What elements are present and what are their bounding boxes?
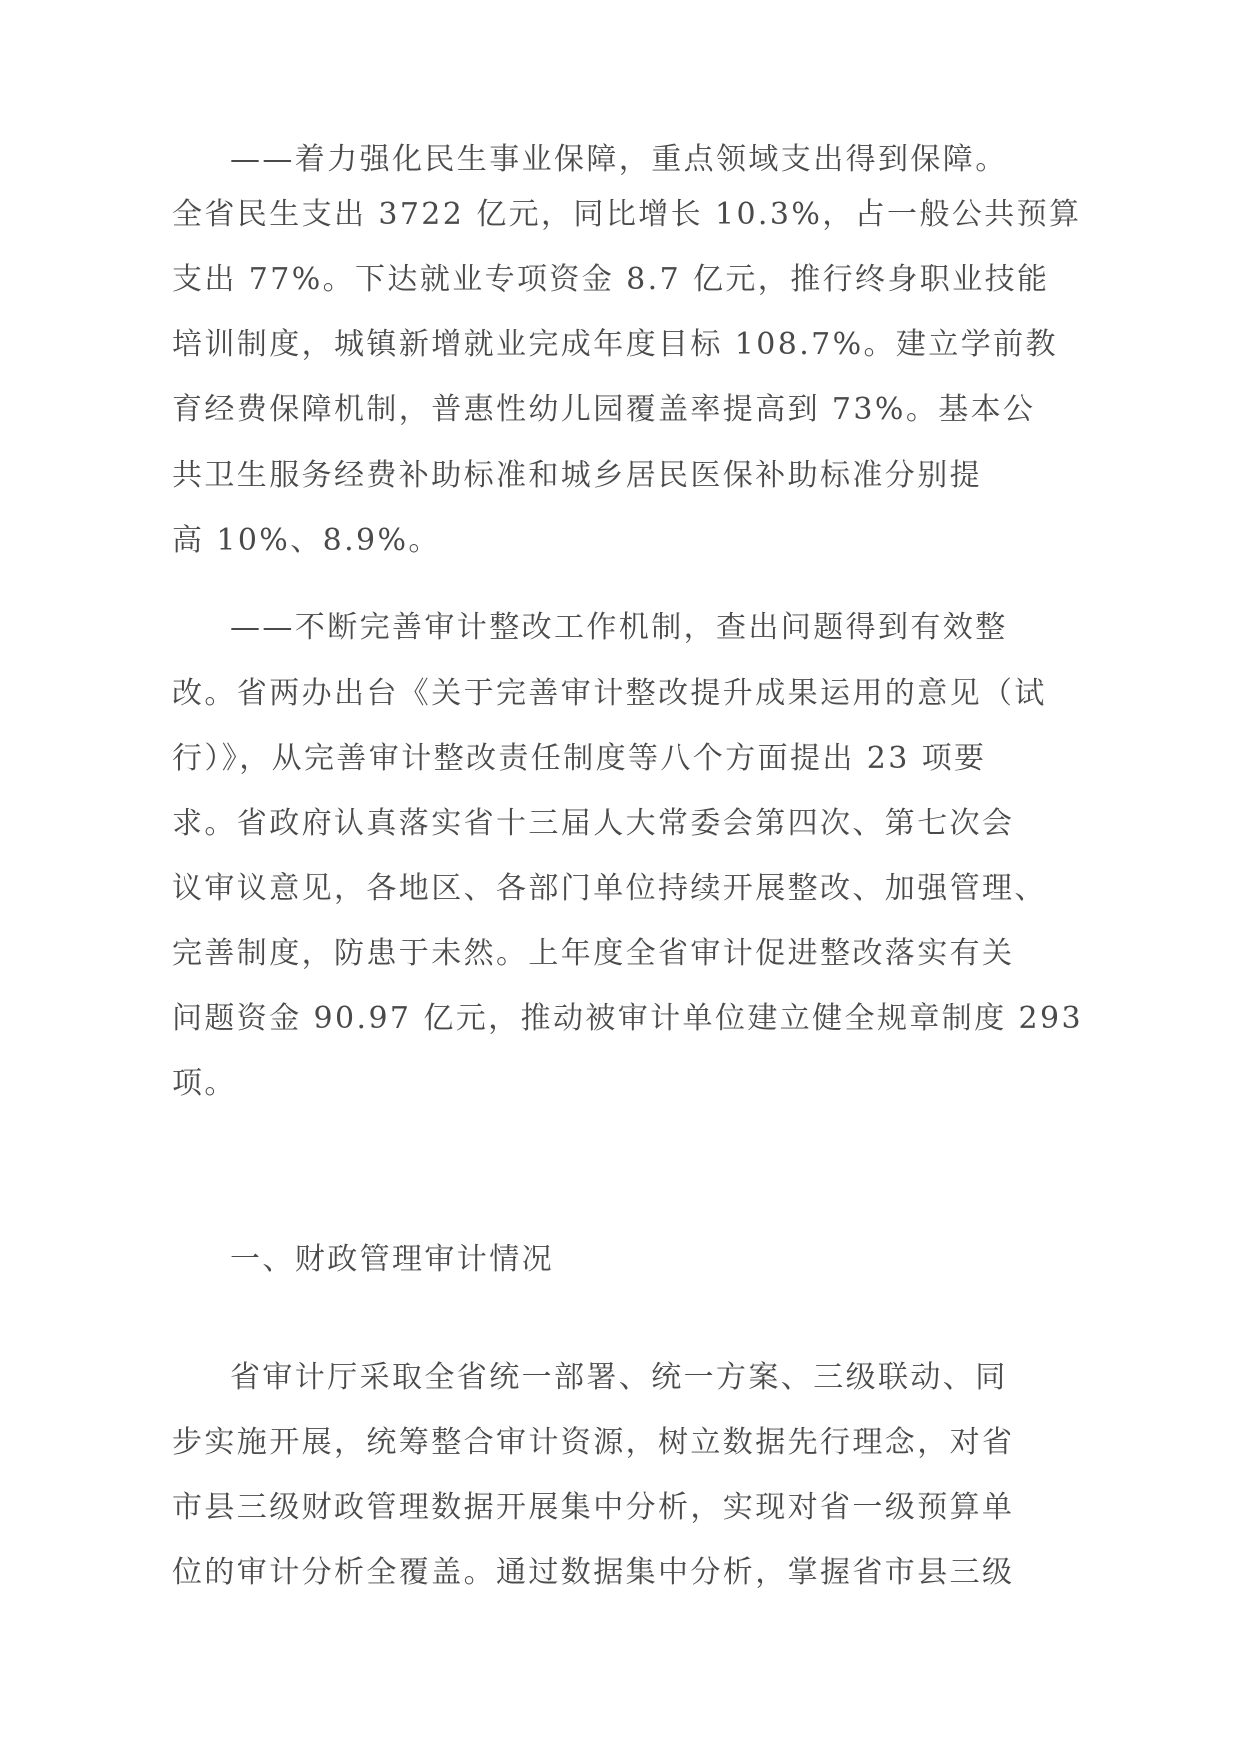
heading-text: 一、财政管理审计情况 <box>230 1242 554 1277</box>
text-line: 全省民生支出 3722 亿元，同比增长 10.3%，占一般公共预算 <box>172 197 1082 232</box>
text-line: 完善制度，防患于未然。上年度全省审计促进整改落实有关 <box>172 936 1015 971</box>
text-line: 问题资金 90.97 亿元，推动被审计单位建立健全规章制度 293 <box>172 1001 1083 1036</box>
text-line: 支出 77%。下达就业专项资金 8.7 亿元，推行终身职业技能 <box>172 262 1050 297</box>
text-line: ——着力强化民生事业保障，重点领域支出得到保障。 <box>230 142 1008 177</box>
text-line: 求。省政府认真落实省十三届人大常委会第四次、第七次会 <box>172 806 1015 841</box>
text-line: 市县三级财政管理数据开展集中分析，实现对省一级预算单 <box>172 1490 1015 1525</box>
text-line: ——不断完善审计整改工作机制，查出问题得到有效整 <box>230 610 1008 645</box>
text-line: 步实施开展，统筹整合审计资源，树立数据先行理念，对省 <box>172 1425 1015 1460</box>
text-line: 高 10%、8.9%。 <box>172 523 441 558</box>
text-line: 育经费保障机制，普惠性幼儿园覆盖率提高到 73%。基本公 <box>172 392 1036 427</box>
text-line: 项。 <box>172 1066 237 1101</box>
text-line: 共卫生服务经费补助标准和城乡居民医保补助标准分别提 <box>172 458 982 493</box>
text-line: 培训制度，城镇新增就业完成年度目标 108.7%。建立学前教 <box>172 327 1058 362</box>
text-line: 行）》，从完善审计整改责任制度等八个方面提出 23 项要 <box>172 741 987 776</box>
text-line: 省审计厅采取全省统一部署、统一方案、三级联动、同 <box>230 1360 1008 1395</box>
text-line: 议审议意见，各地区、各部门单位持续开展整改、加强管理、 <box>172 871 1047 906</box>
text-line: 位的审计分析全覆盖。通过数据集中分析，掌握省市县三级 <box>172 1555 1015 1590</box>
text-line: 改。省两办出台《关于完善审计整改提升成果运用的意见（试 <box>172 676 1047 711</box>
